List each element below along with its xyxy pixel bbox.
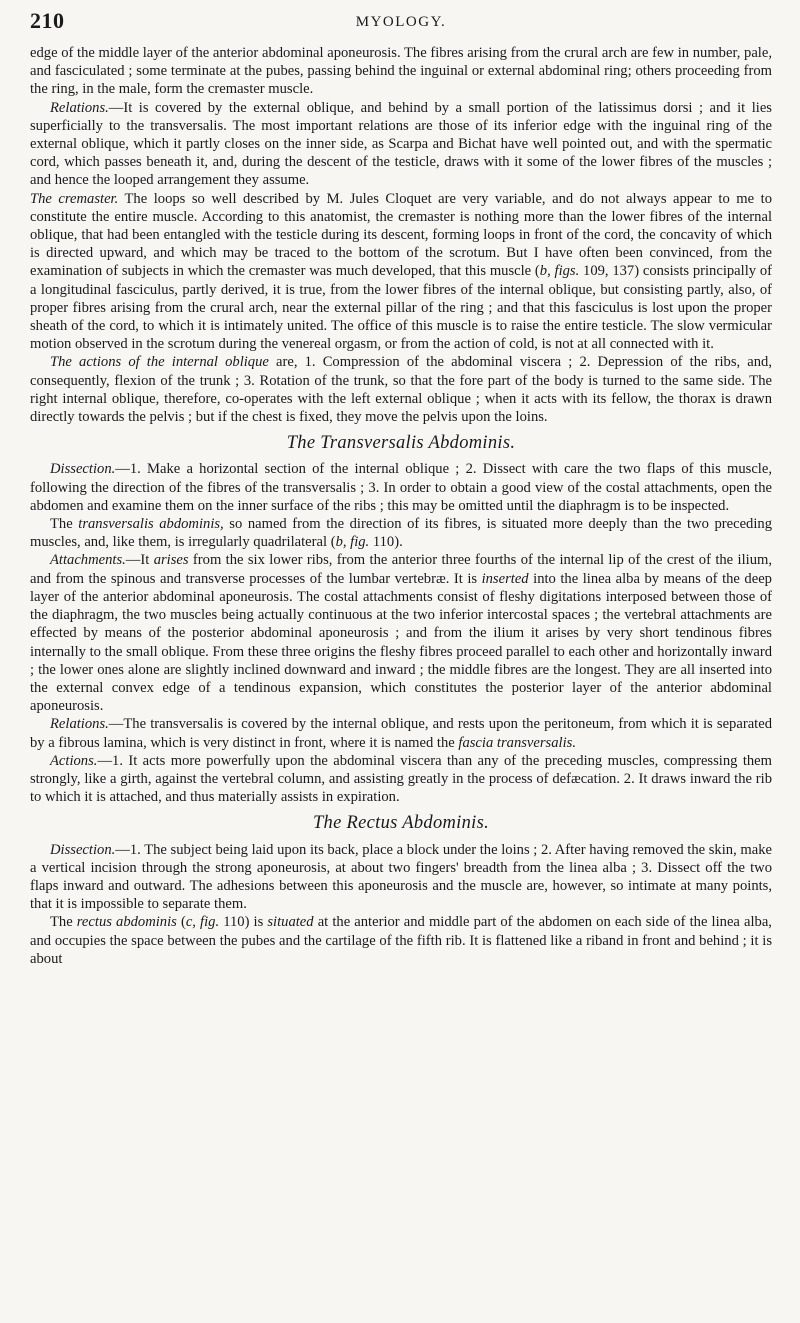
cremaster-lead: The cremaster. <box>30 190 119 207</box>
attachments-arises: arises <box>153 552 189 569</box>
relations-text: —It is covered by the external oblique, and behind by a small portion of the latissimus dorsi ; and it lies superficially to the transversalis. The most important relations are those of its inferior edge with the inguinal ring of the external oblique, which it partly closes on the inner side, as Scarpa and Bichat have well pointed out, and with the spermatic cord, which passes beneath it, and, during the descent of the testicle, draws with it some of the lower fibres of the muscles ; and hence the looped arrangement they assume. <box>30 99 772 189</box>
transversalis-dissection-lead: Dissection. <box>50 461 116 478</box>
paragraph-transversalis-actions <box>30 752 772 807</box>
fascia-term: fascia transversalis. <box>458 734 576 751</box>
paragraph-transversalis-relations <box>30 715 772 751</box>
body-text <box>30 44 772 968</box>
transversalis-actions-lead: Actions. <box>50 752 98 769</box>
rectus-intro-text-2: at the anterior and middle part of the abdomen on each side of the linea alba, and occupies the space between the pubes and the cartilage of the fifth rib. It is flattened like a riband in front and behind ; it is about <box>30 914 772 967</box>
paragraph-rectus-intro <box>30 913 772 968</box>
transversalis-dissection-text: —1. Make a horizontal section of the internal oblique ; 2. Dissect with care the two flaps of this muscle, following the direction of the fibres of the transversalis ; 3. In order to obtain a good view of the costal attachments, open the abdomen and examine them on the inner surface of the ribs ; this may be omitted until the diaphragm is to be inspected. <box>30 461 772 514</box>
transversalis-figure-ref: b, fig. <box>335 534 370 551</box>
rectus-situated: situated <box>267 914 314 931</box>
running-head <box>30 6 772 44</box>
running-title: MYOLOGY. <box>355 14 447 30</box>
paragraph-rectus-dissection <box>30 841 772 914</box>
paragraph-cremaster <box>30 190 772 354</box>
attachments-lead: Attachments. <box>50 552 126 569</box>
paragraph-actions-oblique <box>30 353 772 426</box>
paragraph-relations <box>30 99 772 190</box>
cremaster-figure-ref: b, figs. <box>539 263 580 280</box>
attachments-text-1: from the six lower ribs, from the anterior three fourths of the internal lip of the crest of the ilium, and from the spinous and transverse processes of the lumbar vertebræ. It is <box>30 552 772 587</box>
rectus-figure-ref: c, fig. <box>185 914 220 931</box>
transversalis-intro-text-2: 110). <box>369 534 403 551</box>
paragraph-transversalis-intro <box>30 515 772 551</box>
paragraph-transversalis-dissection <box>30 460 772 515</box>
transversalis-relations-lead: Relations. <box>50 716 109 733</box>
rectus-intro-text-1: 110) is <box>219 914 268 931</box>
transversalis-intro-text-1: so named from the direction of its fibres, is situated more deeply than the two preceding muscles, and, like them, is irregularly quadrilateral ( <box>30 516 772 551</box>
cremaster-text-2: 109, 137) consists principally of a longitudinal fasciculus, partly derived, it is true, from the lower fibres of the internal oblique, but consisting partly, also, of proper fibres arising from the crural arch, near the external pillar of the ring ; and that this fasciculus is lost upon the proper sheath of the cord, to which it is intimately united. The office of this muscle is to raise the entire testicle. The slow vermicular motion observed in the scrotum during the venereal orgasm, or from the action of cold, is not at all connected with it. <box>30 263 772 353</box>
page-number: 210 <box>30 8 65 33</box>
rectus-name: rectus abdominis <box>76 914 177 931</box>
relations-lead: Relations. <box>50 99 109 116</box>
section-heading-rectus: The Rectus Abdominis. <box>312 813 490 834</box>
transversalis-name: transversalis abdominis, <box>78 516 224 533</box>
paragraph-transversalis-attachments <box>30 551 772 715</box>
rectus-intro-open: ( <box>176 914 186 931</box>
transversalis-intro-pre: The <box>50 516 79 533</box>
actions-oblique-text: are, 1. Compression of the abdominal viscera ; 2. Depression of the ribs, and, consequently, flexion of the trunk ; 3. Rotation of the trunk, so that the fore part of the body is turned to the same side. The right internal oblique, therefore, co-operates with the left external oblique ; when it acts with its fellow, the thorax is drawn directly towards the pelvis ; but if the chest is fixed, they move the pelvis upon the loins. <box>30 354 772 426</box>
rectus-dissection-lead: Dissection. <box>50 841 116 858</box>
section-heading-transversalis: The Transversalis Abdominis. <box>286 433 516 454</box>
cremaster-text-1: The loops so well described by M. Jules Cloquet are very variable, and do not always appear to me to constitute the entire muscle. According to this anatomist, the cremaster is nothing more than the lower fibres of the internal oblique, that had been entangled with the testicle during its descent, forming loops in front of the cord, the concavity of which is directed upward, and which may be traced to the bottom of the scrotum. But I have often been convinced, from the examination of subjects in which the cremaster was much developed, that this muscle ( <box>30 190 772 280</box>
rectus-intro-pre: The <box>50 914 77 931</box>
paragraph-continuation: edge of the middle layer of the anterior abdominal aponeurosis. The fibres arising from the crural arch are few in number, pale, and fasciculated ; some terminate at the pubes, passing behind the inguinal or external abdominal ring; others proceeding from the ring, in the male, form the cremaster muscle. <box>30 45 772 98</box>
attachments-text-2: into the linea alba by means of the deep layer of the anterior abdominal aponeurosis. The costal attachments consist of fleshy digitations interposed between those of the diaphragm, the two muscles being actually continuous at the two inferior intercostal spaces ; the vertebral attachments are effected by means of the posterior abdominal aponeurosis ; and from the ilium it arises by very short tendinous fibres internally to the small oblique. From these three origins the fleshy fibres proceed parallel to each other and horizontally inward ; the lower ones alone are slightly inclined downward and inward ; the middle fibres are the longest. They are all inserted into the external convex edge of a tendinous expansion, which constitutes the posterior layer of the anterior abdominal aponeurosis. <box>30 570 772 715</box>
transversalis-actions-text: —1. It acts more powerfully upon the abdominal viscera than any of the preceding muscles, compressing them strongly, like a girth, against the vertebral column, and assisting greatly in the process of defæcation. 2. It draws inward the rib to which it is attached, and thus materially assists in expiration. <box>30 752 772 806</box>
actions-oblique-lead: The actions of the internal oblique <box>50 354 269 371</box>
attachments-dash: —It <box>125 552 154 569</box>
transversalis-relations-text: —The transversalis is covered by the internal oblique, and rests upon the peritoneum, from which it is separated by a fibrous lamina, which is very distinct in front, where it is named the <box>30 716 772 751</box>
attachments-inserted: inserted <box>481 570 529 587</box>
rectus-dissection-text: —1. The subject being laid upon its back, place a block under the loins ; 2. After having removed the skin, make a vertical incision through the strong aponeurosis, at about two fingers' breadth from the linea alba ; 3. Dissect off the two flaps inward and outward. The adhesions between this aponeurosis and the muscle are, however, so intimate at many points, that it is impossible to separate them. <box>30 841 772 913</box>
